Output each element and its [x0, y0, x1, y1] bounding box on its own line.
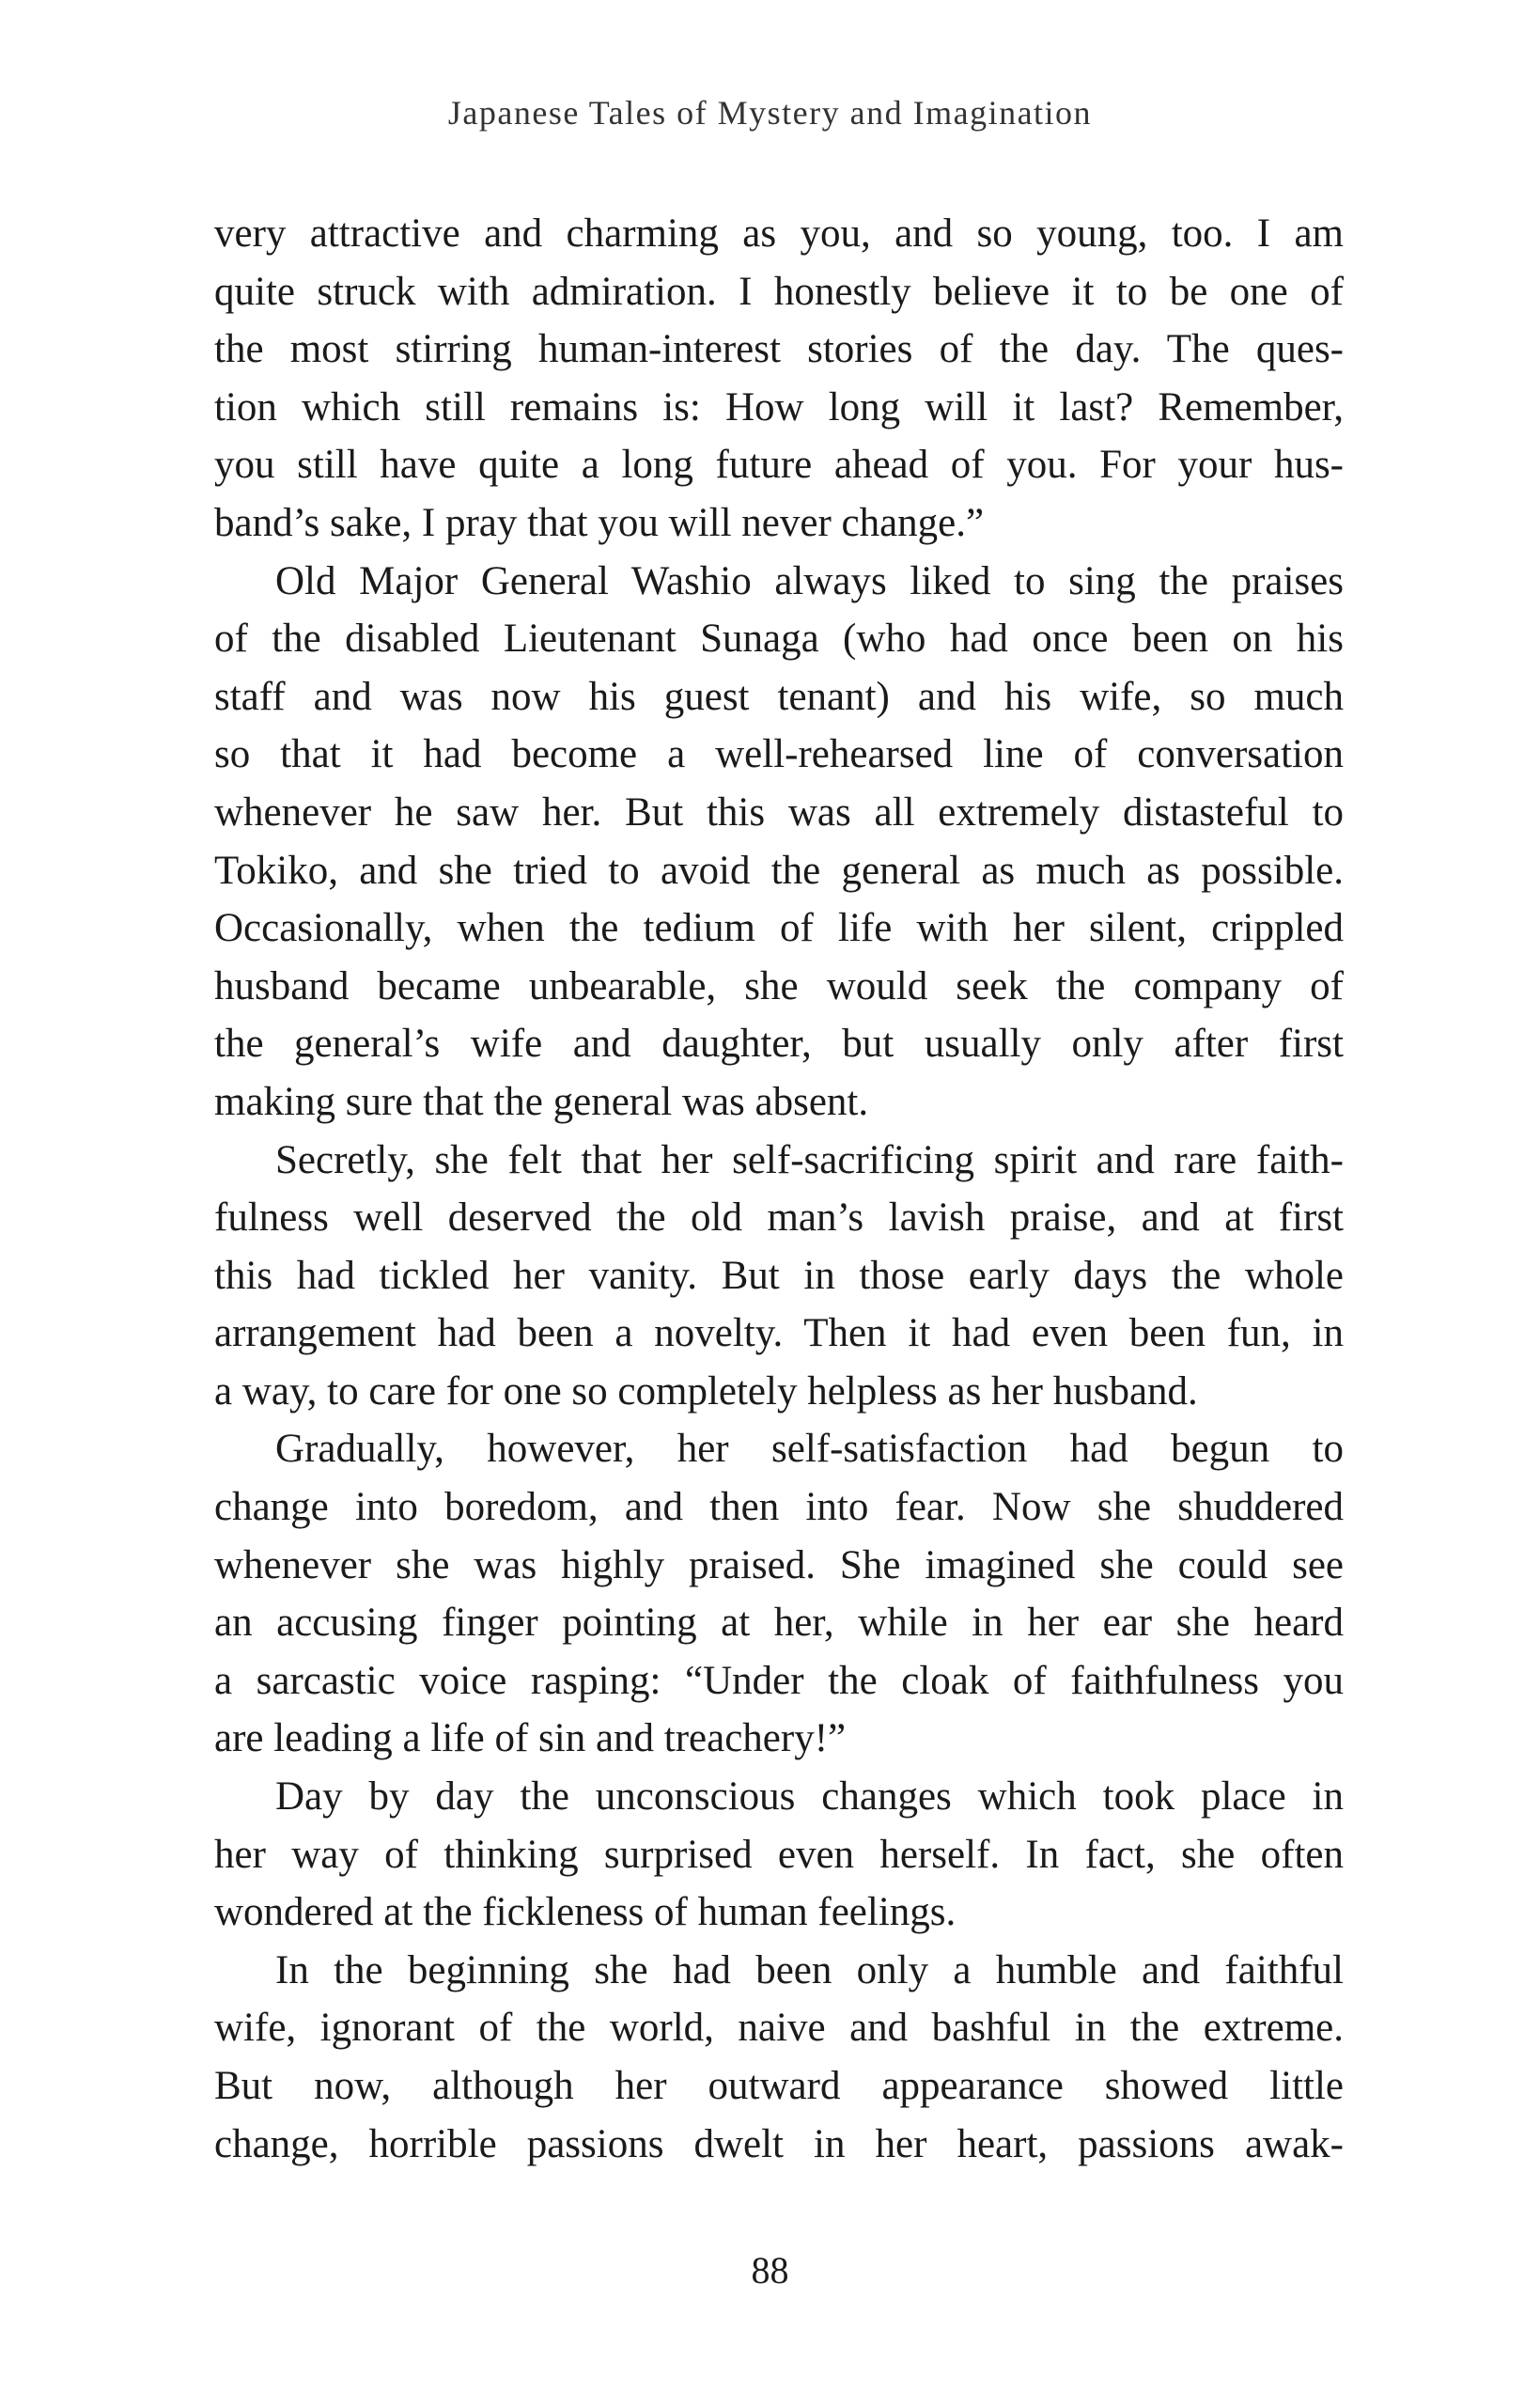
text-line: a way, to care for one so completely helpless as her husband. [214, 1368, 1198, 1414]
text-line: arrangement had been a novelty. Then it had even been fun, in [214, 1311, 1344, 1356]
paragraph [214, 1420, 1344, 1768]
text-line: of the disabled Lieutenant Sunaga (who had once been on his [214, 617, 1344, 662]
text-line: tion which still remains is: How long will it last? Remember, [214, 384, 1344, 430]
text-line: the most stirring human-interest stories of the day. The ques- [214, 327, 1344, 372]
text-line: In the beginning she had been only a humble and faithful [275, 1947, 1344, 1992]
text-line: Day by day the unconscious changes which took place in [275, 1774, 1344, 1820]
text-line: staff and was now his guest tenant) and his wife, so much [214, 674, 1344, 719]
text-line: so that it had become a well-rehearsed line of conversation [214, 732, 1344, 777]
text-line: wondered at the fickleness of human feelings. [214, 1890, 957, 1935]
page-number: 88 [751, 2249, 789, 2291]
text-line: wife, ignorant of the world, naive and bashful in the extreme. [214, 2006, 1344, 2051]
running-head: Japanese Tales of Mystery and Imagination [447, 94, 1093, 132]
text-line: the general’s wife and daughter, but usually only after first [214, 1022, 1344, 1067]
text-line: whenever he saw her. But this was all extremely distasteful to [214, 789, 1344, 835]
text-line: husband became unbearable, she would seek the company of [214, 963, 1344, 1008]
text-line: quite struck with admiration. I honestly believe it to be one of [214, 269, 1344, 314]
paragraph [214, 1942, 1344, 2173]
text-line: change into boredom, and then into fear. Now she shuddered [214, 1485, 1344, 1530]
text-line: a sarcastic voice rasping: “Under the cloak of faithfulness you [214, 1658, 1344, 1703]
text-line: you still have quite a long future ahead of you. For your hus- [214, 443, 1344, 488]
body-text [214, 205, 1344, 2173]
text-line: band’s sake, I pray that you will never change.” [214, 500, 985, 545]
text-line: Tokiko, and she tried to avoid the general as much as possible. [214, 848, 1344, 893]
text-line: Old Major General Washio always liked to sing the praises [275, 558, 1344, 603]
text-line: Occasionally, when the tedium of life with her silent, crippled [214, 906, 1344, 951]
text-line: this had tickled her vanity. But in those early days the whole [214, 1253, 1344, 1298]
paragraph [214, 1132, 1344, 1421]
text-line: But now, although her outward appearance showed little [214, 2064, 1344, 2108]
text-line: her way of thinking surprised even herself. In fact, she often [214, 1832, 1344, 1877]
text-line: change, horrible passions dwelt in her heart, passions awak- [214, 2121, 1344, 2166]
text-line: very attractive and charming as you, and so young, too. I am [214, 211, 1344, 256]
paragraph [214, 205, 1344, 553]
text-line: Secretly, she felt that her self-sacrificing spirit and rare faith- [275, 1137, 1344, 1182]
text-line: Gradually, however, her self-satisfaction had begun to [275, 1427, 1344, 1472]
text-line: are leading a life of sin and treachery!” [214, 1716, 847, 1761]
paragraph [214, 1768, 1344, 1942]
text-line: an accusing finger pointing at her, while in her ear she heard [214, 1601, 1344, 1646]
text-line: making sure that the general was absent. [214, 1079, 869, 1124]
paragraph [214, 553, 1344, 1132]
text-line: fulness well deserved the old man’s lavish praise, and at first [214, 1195, 1344, 1241]
text-line: whenever she was highly praised. She imagined she could see [214, 1542, 1344, 1587]
